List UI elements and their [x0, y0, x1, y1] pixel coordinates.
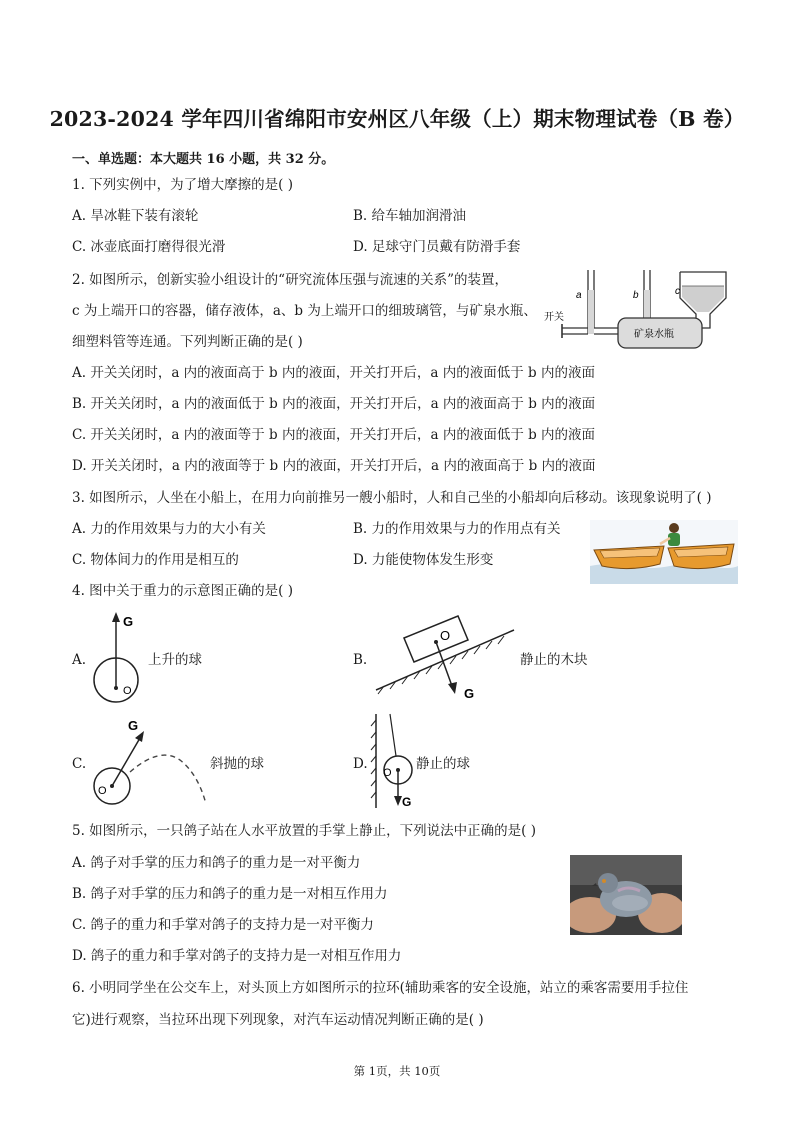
q1-option-d: D. 足球守门员戴有防滑手套 — [353, 239, 521, 255]
q3-option-a: A. 力的作用效果与力的大小有关 — [72, 521, 266, 537]
q5-stem: 5. 如图所示，一只鸽子站在人水平放置的手掌上静止，下列说法中正确的是( ) — [72, 823, 536, 839]
q4-c-o-label: O — [98, 785, 107, 797]
q4-option-a: A. — [72, 652, 87, 668]
page-number: 第 1页，共 10页 — [353, 1064, 441, 1078]
q4-figure-d — [370, 712, 420, 812]
q4-b-o-label: O — [440, 628, 451, 643]
q2-label-a: a — [576, 290, 582, 301]
q4-figure-a — [90, 608, 150, 718]
q3-boats-illustration — [590, 520, 738, 584]
q3-stem: 3. 如图所示，人坐在小船上，在用力向前推另一艘小船时，人和自己坐的小船却向后移动。该现象说明了( ) — [72, 490, 712, 506]
q2-option-a: A. 开关关闭时，a 内的液面高于 b 内的液面，开关打开后，a 内的液面低于 b 内的液面 — [72, 365, 595, 381]
q4-option-d: D. — [353, 756, 368, 772]
q4-d-g-label: G — [402, 795, 412, 809]
q4-option-b: B. — [353, 652, 368, 668]
q4-caption-a: 上升的球 — [148, 652, 202, 668]
q4-c-g-label: G — [128, 718, 139, 733]
q3-option-c: C. 物体间力的作用是相互的 — [72, 552, 239, 568]
q4-figure-c — [90, 716, 220, 810]
q4-b-g-label: G — [464, 686, 475, 701]
q2-label-b: b — [633, 290, 639, 301]
q3-option-d: D. 力能使物体发生形变 — [353, 552, 494, 568]
q1-option-c: C. 冰壶底面打磨得很光滑 — [72, 239, 226, 255]
q2-label-switch: 开关 — [544, 312, 564, 323]
q2-stem-line3: 细塑料管等连通。下列判断正确的是( ) — [72, 334, 303, 350]
q5-pigeon-photo — [570, 855, 682, 935]
q2-option-d: D. 开关关闭时，a 内的液面等于 b 内的液面，开关打开后，a 内的液面高于 b 内的液面 — [72, 458, 596, 474]
q4-d-o-label: O — [383, 767, 392, 779]
q4-figure-b — [372, 614, 522, 704]
page-title: 2023-2024 学年四川省绵阳市安州区八年级（上）期末物理试卷（B 卷） — [49, 107, 745, 131]
q2-apparatus-figure — [540, 268, 740, 358]
q2-stem-line1: 2. 如图所示，创新实验小组设计的“研究流体压强与流速的关系”的装置， — [72, 272, 508, 288]
q2-label-c: c — [675, 286, 680, 297]
q4-option-c: C. — [72, 756, 87, 772]
q4-caption-d: 静止的球 — [416, 756, 470, 772]
q4-caption-c: 斜抛的球 — [210, 756, 264, 772]
q2-option-c: C. 开关关闭时，a 内的液面等于 b 内的液面，开关打开后，a 内的液面低于 b 内的液面 — [72, 427, 596, 443]
q1-stem: 1. 下列实例中，为了增大摩擦的是( ) — [72, 177, 293, 193]
q2-option-b: B. 开关关闭时，a 内的液面低于 b 内的液面，开关打开后，a 内的液面高于 b 内的液面 — [72, 396, 596, 412]
section-heading: 一、单选题：本大题共 16 小题，共 32 分。 — [72, 152, 335, 167]
q4-stem: 4. 图中关于重力的示意图正确的是( ) — [72, 583, 293, 599]
q4-a-o-label: O — [123, 685, 132, 697]
q5-option-a: A. 鸽子对手掌的压力和鸽子的重力是一对平衡力 — [72, 855, 361, 871]
q5-option-c: C. 鸽子的重力和手掌对鸽子的支持力是一对平衡力 — [72, 917, 374, 933]
q6-stem-line2: 它)进行观察，当拉环出现下列现象，对汽车运动情况判断正确的是( ) — [72, 1012, 484, 1028]
q4-a-g-label: G — [123, 614, 134, 629]
q6-stem-line1: 6. 小明同学坐在公交车上，对头顶上方如图所示的拉环(辅助乘客的安全设施，站立的乘客需要用手拉住 — [72, 980, 689, 996]
q4-caption-b: 静止的木块 — [520, 652, 588, 668]
q2-label-bottle: 矿泉水瓶 — [634, 329, 674, 340]
q2-stem-line2: c 为上端开口的容器，储存液体，a、b 为上端开口的细玻璃管，与矿泉水瓶、 — [72, 303, 537, 319]
q1-option-b: B. 给车轴加润滑油 — [353, 208, 467, 224]
q5-option-d: D. 鸽子的重力和手掌对鸽子的支持力是一对相互作用力 — [72, 948, 402, 964]
q1-option-a: A. 旱冰鞋下装有滚轮 — [72, 208, 199, 224]
q5-option-b: B. 鸽子对手掌的压力和鸽子的重力是一对相互作用力 — [72, 886, 388, 902]
q3-option-b: B. 力的作用效果与力的作用点有关 — [353, 521, 561, 537]
